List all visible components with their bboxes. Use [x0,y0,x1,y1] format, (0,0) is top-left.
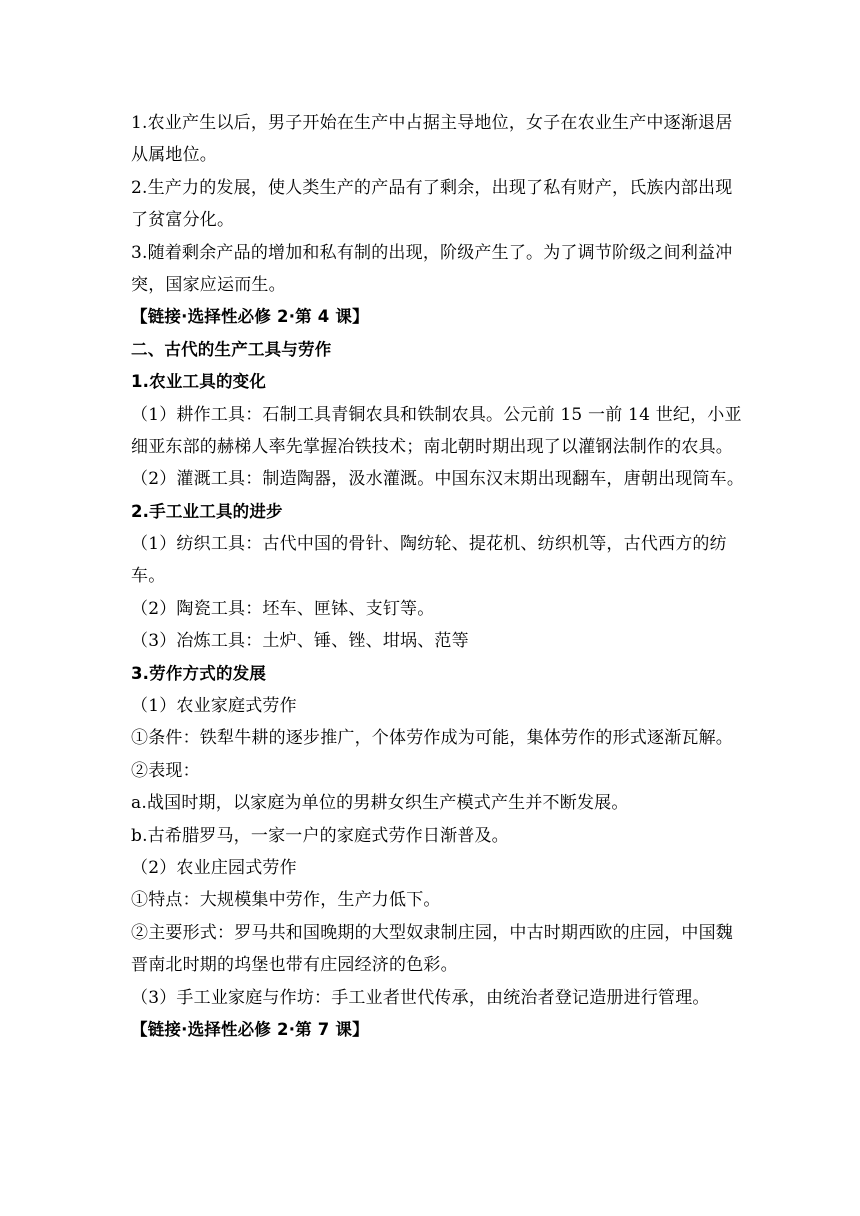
textile-tools-line-1: （1）纺织工具：古代中国的骨针、陶纺轮、提花机、纺织机等，古代西方的纺 [131,534,727,555]
textile-tools-line-2: 车。 [131,566,166,587]
paragraph-2-line-2: 了贫富分化。 [131,210,235,231]
paragraph-1-line-1: 1.农业产生以后，男子开始在生产中占据主导地位，女子在农业生产中逐渐退居 [131,113,733,133]
ceramic-tools-line: （2）陶瓷工具：坯车、匣钵、支钉等。 [131,598,435,619]
smelting-tools-line: （3）冶炼工具：土炉、锤、锉、坩埚、范等 [131,631,469,652]
paragraph-3-line-2: 突，国家应运而生。 [131,274,286,295]
family-labor-item-a: a.战国时期，以家庭为单位的男耕女织生产模式产生并不断发展。 [131,793,629,814]
link-heading-lesson-7: 【链接·选择性必修 2·第 7 课】 [131,1019,369,1039]
manor-labor-feature: ①特点：大规模集中劳作，生产力低下。 [131,890,441,911]
family-labor-condition: ①条件：铁犁牛耕的逐步推广，个体劳作成为可能，集体劳作的形式逐渐瓦解。 [131,728,733,749]
manor-labor-forms-line-1: ②主要形式：罗马共和国晚期的大型奴隶制庄园，中古时期西欧的庄园，中国魏 [131,922,733,943]
farming-tools-line-1: （1）耕作工具：石制工具青铜农具和铁制农具。公元前 15 一前 14 世纪，小亚 [131,404,742,425]
subheading-agricultural-tools: 1.农业工具的变化 [131,372,267,392]
document-body [131,107,745,1046]
handicraft-workshop-line: （3）手工业家庭与作坊：手工业者世代传承，由统治者登记造册进行管理。 [131,987,710,1008]
section-heading-2: 二、古代的生产工具与劳作 [131,339,332,359]
paragraph-3-line-1: 3.随着剩余产品的增加和私有制的出现，阶级产生了。为了调节阶级之间利益冲 [131,242,733,263]
subheading-labor-methods: 3.劳作方式的发展 [131,663,267,683]
paragraph-2-line-1: 2.生产力的发展，使人类生产的产品有了剩余，出现了私有财产，氏族内部出现 [131,177,733,198]
family-labor-manifestation: ②表现： [131,760,200,781]
manor-labor-forms-line-2: 晋南北时期的坞堡也带有庄园经济的色彩。 [131,955,458,976]
manor-labor-heading: （2）农业庄园式劳作 [131,857,297,878]
irrigation-tools-line: （2）灌溉工具：制造陶器，汲水灌溉。中国东汉末期出现翻车，唐朝出现筒车。 [131,469,745,490]
paragraph-1-line-2: 从属地位。 [131,145,217,166]
family-labor-item-b: b.古希腊罗马，一家一户的家庭式劳作日渐普及。 [131,825,509,846]
family-labor-heading: （1）农业家庭式劳作 [131,696,297,717]
subheading-handicraft-tools: 2.手工业工具的进步 [131,501,283,521]
link-heading-lesson-4: 【链接·选择性必修 2·第 4 课】 [131,307,369,327]
farming-tools-line-2: 细亚东部的赫梯人率先掌握冶铁技术；南北朝时期出现了以灌钢法制作的农具。 [131,436,733,457]
